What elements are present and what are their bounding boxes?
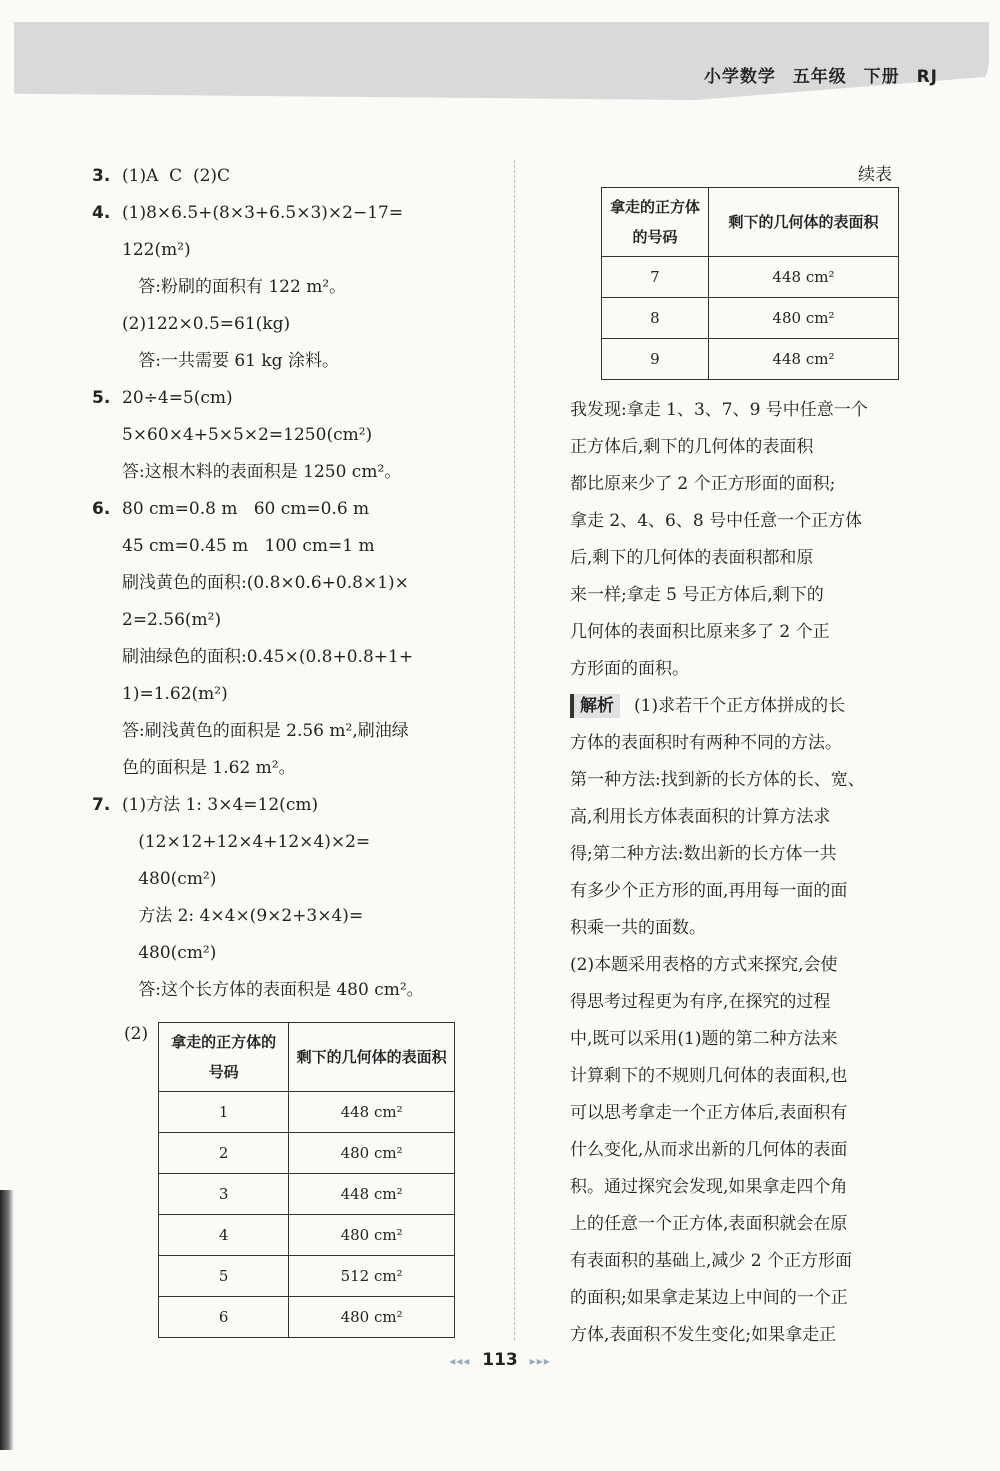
table-header: 剩下的几何体的表面积	[289, 1023, 455, 1092]
answer-text: 刷浅黄色的面积:(0.8×0.6+0.8×1)×	[122, 573, 409, 593]
analysis-line: 方体,表面积不发生变化;如果拿走正	[570, 1325, 837, 1345]
answer-line	[92, 417, 492, 454]
answer-text: 5×60×4+5×5×2=1250(cm²)	[122, 425, 373, 445]
prev-arrows-icon: ◂◂◂	[449, 1354, 471, 1368]
answer-text: (1)8×6.5+(8×3+6.5×3)×2−17=	[122, 203, 404, 223]
table-cell: 6	[159, 1297, 289, 1338]
answer-line	[92, 232, 492, 269]
question-number: 6.	[92, 499, 111, 519]
table-cell: 9	[602, 339, 709, 380]
header-title: 小学数学 五年级 下册 RJ	[703, 67, 938, 87]
table-cell: 448 cm²	[289, 1092, 455, 1133]
left-table	[158, 1022, 455, 1338]
table-row	[159, 1297, 455, 1338]
analysis-line: 上的任意一个正方体,表面积就会在原	[570, 1214, 848, 1234]
table-cell: 480 cm²	[289, 1297, 455, 1338]
answer-line	[92, 972, 492, 1009]
table-cell: 7	[602, 257, 709, 298]
table-row	[159, 1092, 455, 1133]
table-cell: 512 cm²	[289, 1256, 455, 1297]
table-cell: 4	[159, 1215, 289, 1256]
page-number: 113	[482, 1350, 518, 1370]
answer-text: 色的面积是 1.62 m²。	[122, 758, 296, 778]
answer-text: 2=2.56(m²)	[122, 610, 222, 630]
answer-line	[92, 565, 492, 602]
question-number: 7.	[92, 795, 111, 815]
left-column	[92, 158, 492, 1009]
analysis-line: 得;第二种方法:数出新的长方体一共	[570, 844, 837, 864]
answer-line	[92, 750, 492, 787]
answer-text: 20÷4=5(cm)	[122, 388, 233, 408]
table-row	[159, 1256, 455, 1297]
finding-line: 来一样;拿走 5 号正方体后,剩下的	[570, 585, 824, 605]
analysis-line: 有表面积的基础上,减少 2 个正方形面	[570, 1251, 853, 1271]
analysis-line: 方体的表面积时有两种不同的方法。	[570, 733, 842, 753]
table-row	[159, 1133, 455, 1174]
page-header-band	[14, 22, 989, 100]
answer-line	[92, 898, 492, 935]
table-header: 剩下的几何体的表面积	[708, 188, 898, 257]
analysis-line: 积。通过探究会发现,如果拿走四个角	[570, 1177, 848, 1197]
question-number: 3.	[92, 166, 111, 186]
answer-line	[92, 639, 492, 676]
answer-line	[92, 787, 492, 824]
answer-line	[92, 269, 492, 306]
answer-line	[92, 158, 492, 195]
answer-line	[92, 528, 492, 565]
analysis-line: (2)本题采用表格的方式来探究,会使	[570, 955, 838, 975]
right-table	[601, 187, 899, 380]
analysis-line	[570, 688, 938, 725]
answer-text: (2)122×0.5=61(kg)	[122, 314, 291, 334]
table-label: (2)	[124, 1024, 149, 1044]
answer-line	[92, 195, 492, 232]
analysis-line: 第一种方法:找到新的长方体的长、宽、	[570, 770, 865, 790]
answer-text: 答:一共需要 61 kg 涂料。	[122, 351, 339, 371]
answer-text: 刷油绿色的面积:0.45×(0.8+0.8+1+	[122, 647, 414, 667]
analysis-line: 计算剩下的不规则几何体的表面积,也	[570, 1066, 848, 1086]
answer-text: 答:粉刷的面积有 122 m²。	[122, 277, 347, 297]
table-cell: 3	[159, 1174, 289, 1215]
table-row	[602, 257, 899, 298]
answer-text: (1)方法 1: 3×4=12(cm)	[122, 795, 319, 815]
finding-line: 都比原来少了 2 个正方形面的面积;	[570, 474, 836, 494]
table-header: 拿走的正方体的号码	[159, 1023, 289, 1092]
answer-text: 480(cm²)	[122, 869, 217, 889]
table-cell: 480 cm²	[708, 298, 898, 339]
next-arrows-icon: ▸▸▸	[529, 1354, 551, 1368]
answer-text: 45 cm=0.45 m 100 cm=1 m	[122, 536, 375, 556]
page-footer	[0, 1350, 1000, 1370]
right-text	[570, 392, 938, 1354]
question-number: 4.	[92, 203, 111, 223]
answer-line	[92, 306, 492, 343]
answer-line	[92, 824, 492, 861]
answer-line	[92, 491, 492, 528]
analysis-line: 积乘一共的面数。	[570, 918, 706, 938]
finding-line: 几何体的表面积比原来多了 2 个正	[570, 622, 830, 642]
table-cell: 480 cm²	[289, 1133, 455, 1174]
table-header: 拿走的正方体的号码	[602, 188, 709, 257]
answer-line	[92, 380, 492, 417]
answer-text: 方法 2: 4×4×(9×2+3×4)=	[122, 906, 364, 926]
answer-line	[92, 343, 492, 380]
analysis-text: (1)求若干个正方体拼成的长	[634, 696, 846, 716]
answer-text: 122(m²)	[122, 240, 191, 260]
answer-text: 答:刷浅黄色的面积是 2.56 m²,刷油绿	[122, 721, 409, 741]
analysis-line: 高,利用长方体表面积的计算方法求	[570, 807, 831, 827]
answer-text: 80 cm=0.8 m 60 cm=0.6 m	[122, 499, 370, 519]
answer-line	[92, 935, 492, 972]
answer-text: (1)A C (2)C	[122, 166, 231, 186]
analysis-line: 什么变化,从而求出新的几何体的表面	[570, 1140, 848, 1160]
finding-line: 方形面的面积。	[570, 659, 689, 679]
answer-line	[92, 602, 492, 639]
answer-text: 1)=1.62(m²)	[122, 684, 228, 704]
analysis-line: 有多少个正方形的面,再用每一面的面	[570, 881, 848, 901]
table-row	[602, 339, 899, 380]
answer-text: (12×12+12×4+12×4)×2=	[122, 832, 371, 852]
finding-line: 后,剩下的几何体的表面积都和原	[570, 548, 814, 568]
analysis-line: 中,既可以采用(1)题的第二种方法来	[570, 1029, 838, 1049]
answer-line	[92, 861, 492, 898]
answer-text: 答:这根木料的表面积是 1250 cm²。	[122, 462, 402, 482]
finding-line: 我发现:拿走 1、3、7、9 号中任意一个	[570, 400, 868, 420]
table-cell: 448 cm²	[708, 257, 898, 298]
answer-line	[92, 676, 492, 713]
question-number: 5.	[92, 388, 111, 408]
table-cell: 2	[159, 1133, 289, 1174]
answer-text: 480(cm²)	[122, 943, 217, 963]
table-row	[159, 1215, 455, 1256]
table-cell: 448 cm²	[708, 339, 898, 380]
analysis-line: 得思考过程更为有序,在探究的过程	[570, 992, 831, 1012]
answer-text: 答:这个长方体的表面积是 480 cm²。	[122, 980, 424, 1000]
finding-line: 拿走 2、4、6、8 号中任意一个正方体	[570, 511, 863, 531]
finding-line: 正方体后,剩下的几何体的表面积	[570, 437, 814, 457]
analysis-line: 可以思考拿走一个正方体后,表面积有	[570, 1103, 848, 1123]
table-row	[602, 298, 899, 339]
page-edge-shadow	[0, 1190, 14, 1450]
analysis-line: 的面积;如果拿走某边上中间的一个正	[570, 1288, 848, 1308]
column-divider	[514, 160, 515, 1340]
table-cell: 480 cm²	[289, 1215, 455, 1256]
continued-label: 续表	[858, 165, 892, 185]
table-cell: 8	[602, 298, 709, 339]
table-cell: 5	[159, 1256, 289, 1297]
answer-line	[92, 454, 492, 491]
table-row	[159, 1174, 455, 1215]
table-cell: 1	[159, 1092, 289, 1133]
analysis-tag: 解析	[570, 694, 620, 718]
answer-line	[92, 713, 492, 750]
table-cell: 448 cm²	[289, 1174, 455, 1215]
